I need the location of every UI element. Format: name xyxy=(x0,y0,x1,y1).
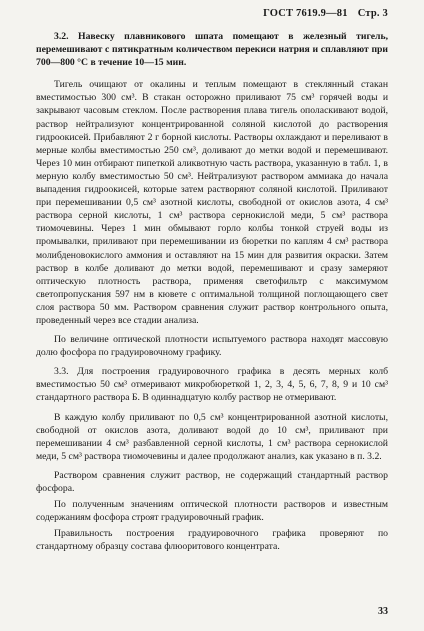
paragraph-3-3: 3.3. Для построения градуировочного графика в десять мерных колб вместимостью 50 см³ отмеривают микробюреткой 1, 2, 3, 4, 5, 6, 7, 8, 9 и 10 см³ стандартного раствора Б. В одиннадцатую колбу раствор не отмеривают. xyxy=(36,366,388,404)
body-text xyxy=(36,30,388,559)
standard-number: ГОСТ 7619.9—81 xyxy=(263,8,348,19)
paragraph-procedure: Тигель очищают от окалины и теплым помещают в стеклянный стакан вместимостью 300 см³. В стакан осторожно приливают 75 см³ горячей воды и закрывают часовым стеклом. После растворения плава тигель ополаскивают водой, раствор нейтрализуют концентрированной соляной кислотой до растворения гидроокисей. Прибавляют 2 г борной кислоты. Растворы охлаждают и переливают в мерные колбы вместимостью 250 см³, доливают до метки водой и перемешивают. Через 10 мин отбирают пипеткой аликвотную часть раствора, указанную в табл. 1, в мерную колбу вместимостью 50 см³. Нейтрализуют раствором аммиака до начала выпадения гидроокисей, которые затем растворяют соляной кислотой. Приливают при перемешивании 0,5 см³ азотной кислоты, свободной от окислов азота, 4 см³ раствора серной кислоты, 1 см³ раствора сернокислой меди, 5 см³ раствора тиомочевины. Через 1 мин обмывают горло колбы тонкой струей воды из промывалки, приливают при перемешивании из бюретки по каплям 4 см³ раствора молибденовокислого аммония и оставляют на 15 мин для развития окраски. Затем раствор в колбе доливают до метки водой, перемешивают и сразу замеряют оптическую плотность раствора, применяя светофильтр с максимумом светопропускания 597 нм в кювете с оптимальной толщиной поглощающего свет слоя раствора 50 мм. Раствором сравнения служит раствор контрольного опыта, проведенный через все стадии анализа. xyxy=(36,79,388,326)
page-number: 33 xyxy=(378,606,388,617)
paragraph-calibration-steps: В каждую колбу приливают по 0,5 см³ концентрированной азотной кислоты, свободной от окислов азота, доливают водой до 10 см³, приливают при перемешивании 4 см³ разбавленной серной кислоты, 1 см³ раствора сернокислой меди, 5 см³ раствора тиомочевины и далее продолжают анализ, как указано в п. 3.2. xyxy=(36,411,388,462)
paragraph-graph: По полученным значениям оптической плотности растворов и известным содержаниям фосфора строят градуировочный график. xyxy=(36,499,388,524)
paragraph-result: По величине оптической плотности испытуемого раствора находят массовую долю фосфора по градуировочному графику. xyxy=(36,334,388,359)
paragraph-3-2: 3.2. Навеску плавникового шпата помещают в железный тигель, перемешивают с пятикратным количеством перекиси натрия и сплавляют при 700—800 °С в течение 10—15 мин. xyxy=(36,31,388,69)
page-label: Стр. 3 xyxy=(357,8,388,19)
paragraph-verification: Правильность построения градуировочного графика проверяют по стандартному образцу состава флюоритового концентрата. xyxy=(36,528,388,553)
page-header xyxy=(263,8,388,19)
paragraph-reference-solution: Раствором сравнения служит раствор, не содержащий стандартный раствор фосфора. xyxy=(36,469,388,494)
